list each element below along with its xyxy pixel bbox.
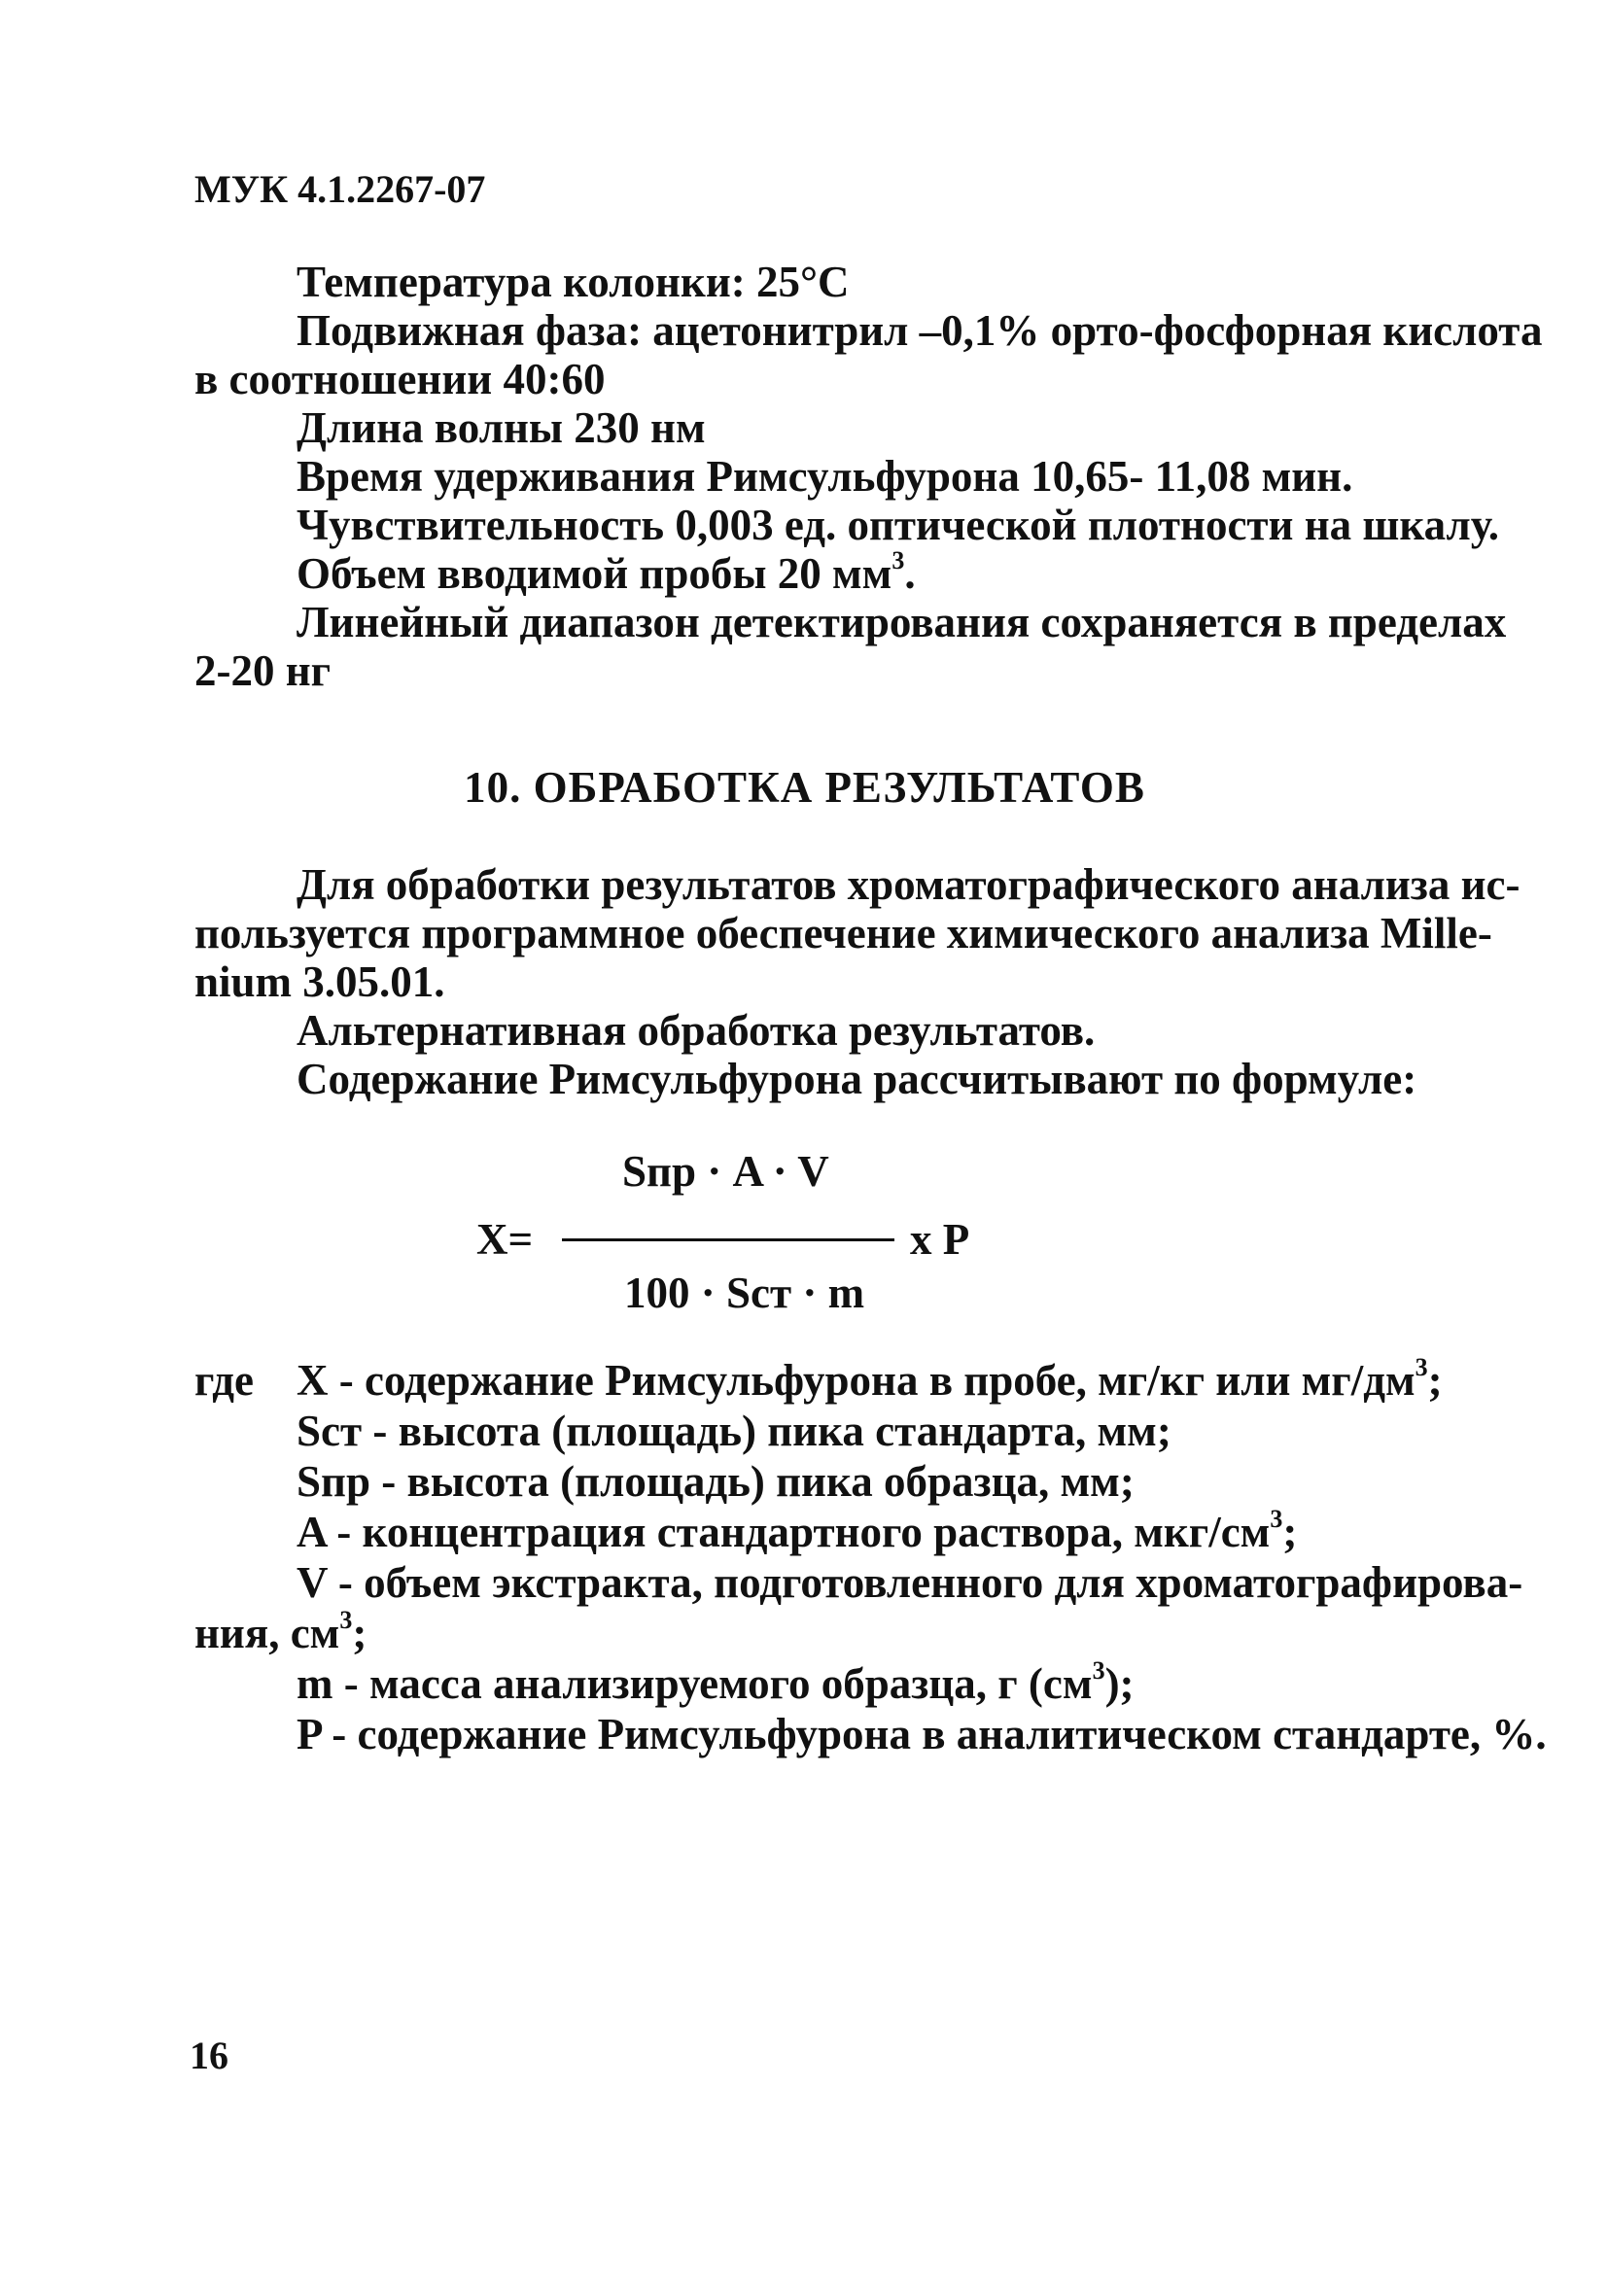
formula-numerator: Sпр · A · V: [622, 1147, 829, 1196]
definition-m-exponent: 3: [1092, 1656, 1105, 1685]
definition-v-exponent: 3: [339, 1606, 353, 1634]
mobile-phase-line-2: в соотношении 40:60: [194, 355, 606, 403]
formula-lhs: X=: [476, 1215, 534, 1264]
fraction-bar: [562, 1238, 894, 1241]
definition-m-end: );: [1104, 1659, 1135, 1708]
formula: [467, 1147, 1050, 1317]
definition-x-text: X - содержание Римсульфурона в пробе, мг/кг или мг/дм: [297, 1356, 1416, 1405]
definition-x: [297, 1353, 1443, 1405]
alternative-processing: Альтернативная обработка результатов.: [297, 1006, 1096, 1055]
definition-v-text: ния, см: [194, 1609, 340, 1657]
wavelength: Длина волны 230 нм: [297, 403, 706, 452]
definition-a-text: A - концентрация стандартного раствора, мкг/см: [297, 1508, 1271, 1556]
formula-rhs: x P: [910, 1215, 970, 1264]
definition-v-line-1: V - объем экстракта, подготовленного для хроматографирова-: [297, 1558, 1523, 1607]
linear-range-line-1: Линейный диапазон детектирования сохраняется в пределах: [297, 598, 1507, 646]
definition-sst: Sст - высота (площадь) пика стандарта, мм;: [297, 1407, 1171, 1455]
definition-x-end: ;: [1427, 1356, 1443, 1405]
document-code: МУК 4.1.2267-07: [194, 167, 486, 211]
definition-spr: Sпр - высота (площадь) пика образца, мм;: [297, 1457, 1135, 1506]
processing-line-2: пользуется программное обеспечение химического анализа Mille-: [194, 909, 1492, 957]
definition-v-line-2: [194, 1606, 367, 1657]
definition-m: [297, 1656, 1135, 1708]
definition-p: P - содержание Римсульфурона в аналитическом стандарте, %.: [297, 1710, 1547, 1758]
definition-a-exponent: 3: [1270, 1505, 1283, 1533]
section-title: 10. ОБРАБОТКА РЕЗУЛЬТАТОВ: [464, 763, 1145, 812]
injection-volume-end: .: [904, 549, 916, 598]
linear-range-line-2: 2-20 нг: [194, 646, 332, 695]
processing-paragraph: [194, 860, 1521, 1103]
definition-m-text: m - масса анализируемого образца, г (см: [297, 1659, 1093, 1708]
retention-time: Время удерживания Римсульфурона 10,65- 11,08 мин.: [297, 452, 1353, 501]
processing-line-3: nium 3.05.01.: [194, 957, 445, 1006]
definition-x-exponent: 3: [1415, 1353, 1428, 1381]
sensitivity: Чувствительность 0,003 ед. оптической плотности на шкалу.: [297, 501, 1500, 549]
definitions: [194, 1353, 1547, 1760]
processing-line-1: Для обработки результатов хроматографического анализа ис-: [297, 860, 1521, 909]
definition-a-end: ;: [1282, 1508, 1298, 1556]
injection-volume: [194, 546, 1415, 598]
definition-a: [297, 1505, 1298, 1556]
where-label: где: [194, 1356, 254, 1405]
injection-volume-text: Объем вводимой пробы 20 мм: [297, 549, 892, 598]
chromatography-conditions: [194, 258, 1543, 695]
mobile-phase-line-1: Подвижная фаза: ацетонитрил –0,1% орто-фосфорная кислота: [297, 306, 1543, 355]
injection-volume-exponent: 3: [891, 546, 905, 574]
column-temperature: Температура колонки: 25°С: [297, 258, 850, 306]
definition-v-end: ;: [352, 1609, 367, 1657]
formula-denominator: 100 · Sст · m: [624, 1269, 865, 1317]
formula-intro: Содержание Римсульфурона рассчитывают по формуле:: [297, 1055, 1417, 1103]
page-number: 16: [190, 2034, 228, 2077]
